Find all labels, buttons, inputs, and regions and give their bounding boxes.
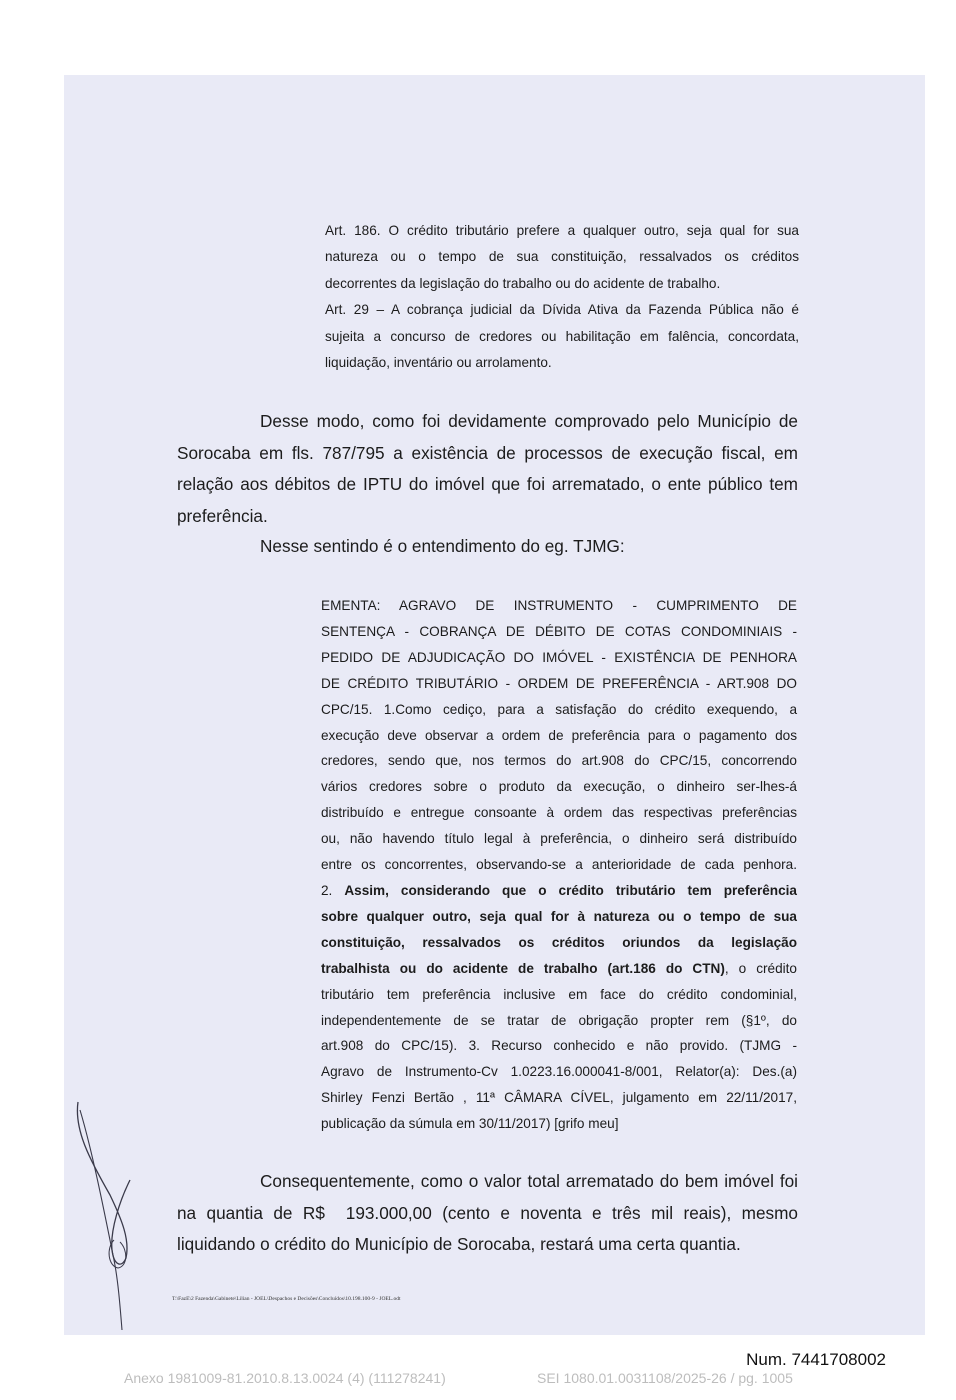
paragraph-tjmg-intro	[177, 531, 798, 563]
ementa-emphasis: constituição, ressalvados os créditos oriundos da legislação	[321, 934, 797, 950]
citation-line: Art. 29 – A cobrança judicial da Dívida Ativa da Fazenda Pública não é	[325, 302, 799, 318]
citation-line: natureza ou o tempo de sua constituição, ressalvados os créditos	[325, 249, 799, 265]
ementa-line: distribuído e entregue consoante à ordem das respectivas preferências	[321, 805, 797, 821]
ementa-emphasis: trabalhista ou do acidente de trabalho (art.186 do CTN)	[321, 960, 725, 976]
ementa-line: CPC/15. 1.Como cediço, para a satisfação do crédito exequendo, a	[321, 701, 797, 717]
ementa-block	[321, 593, 797, 1137]
file-path-footer: T:\FazE\2 Fazenda\Gabinete\Lilian - JOEL\Despachos e Decisões\Concluídos\10.198.100-9 - JOEL.odt	[172, 1296, 401, 1302]
ementa-line: execução deve observar a ordem de preferência para o pagamento dos	[321, 727, 797, 743]
paragraph-preference	[177, 406, 798, 532]
ementa-line: art.908 do CPC/15). 3. Recurso conhecido e não provido. (TJMG -	[321, 1038, 797, 1054]
ementa-line	[321, 956, 797, 982]
paragraph-line: Desse modo, como foi devidamente comprovado pelo Município de	[260, 411, 798, 431]
ementa-line	[321, 878, 797, 904]
paragraph-conclusion	[177, 1166, 798, 1261]
ementa-line: EMENTA: AGRAVO DE INSTRUMENTO - CUMPRIMENTO DE	[321, 598, 797, 613]
ementa-line	[321, 904, 797, 930]
ementa-line: ou, não havendo título legal à preferência, o dinheiro será distribuído	[321, 831, 797, 847]
citation-line: Art. 186. O crédito tributário prefere a qualquer outro, seja qual for sua	[325, 223, 799, 238]
paragraph-line: Nesse sentindo é o entendimento do eg. TJMG:	[260, 536, 625, 556]
ementa-line: SENTENÇA - COBRANÇA DE DÉBITO DE COTAS CONDOMINIAIS -	[321, 623, 797, 639]
citation-line: decorrentes da legislação do trabalho ou do acidente de trabalho.	[325, 275, 721, 291]
paragraph-line: na quantia de R$ 193.000,00 (cento e noventa e três mil reais), mesmo	[177, 1202, 798, 1223]
anexo-reference: Anexo 1981009-81.2010.8.13.0024 (4) (111278241)	[124, 1370, 446, 1386]
ementa-line: PEDIDO DE ADJUDICAÇÃO DO IMÓVEL - EXISTÊNCIA DE PENHORA	[321, 649, 797, 665]
paragraph-line: preferência.	[177, 505, 268, 526]
ementa-line	[321, 930, 797, 956]
paragraph-line: liquidando o crédito do Município de Sorocaba, restará uma certa quantia.	[177, 1234, 741, 1254]
paragraph-line: relação aos débitos de IPTU do imóvel que foi arrematado, o ente público tem	[177, 474, 798, 494]
legal-citation	[325, 218, 799, 376]
ementa-line: vários credores sobre o produto da execução, o dinheiro ser-lhes-á	[321, 779, 797, 795]
ementa-emphasis: sobre qualquer outro, seja qual for à natureza ou o tempo de sua	[321, 908, 797, 924]
ementa-line: tributário tem preferência inclusive em face do crédito condominial,	[321, 986, 797, 1002]
paragraph-line: Consequentemente, como o valor total arrematado do bem imóvel foi	[260, 1171, 798, 1191]
sei-reference: SEI 1080.01.0031108/2025-26 / pg. 1005	[537, 1370, 793, 1386]
ementa-line: credores, sendo que, nos termos do art.908 do CPC/15, concorrendo	[321, 753, 797, 769]
ementa-line: independentemente de se tratar de obrigação propter rem (§1º, do	[321, 1012, 797, 1028]
document-number: Num. 7441708002	[746, 1350, 886, 1369]
ementa-text: , o crédito	[724, 960, 797, 976]
ementa-item-number: 2.	[321, 882, 345, 898]
citation-line: liquidação, inventário ou arrolamento.	[325, 355, 552, 371]
ementa-line: entre os concorrentes, observando-se a anterioridade de cada penhora.	[321, 857, 797, 873]
handwritten-rubric	[70, 1090, 140, 1340]
paragraph-line: Sorocaba em fls. 787/795 a existência de processos de execução fiscal, em	[177, 442, 798, 463]
citation-line: sujeita a concurso de credores ou habilitação em falência, concordata,	[325, 328, 799, 344]
ementa-line: publicação da súmula em 30/11/2017) [grifo meu]	[321, 1116, 619, 1132]
ementa-emphasis: Assim, considerando que o crédito tributário tem preferência	[344, 882, 797, 898]
ementa-line: DE CRÉDITO TRIBUTÁRIO - ORDEM DE PREFERÊNCIA - ART.908 DO	[321, 675, 797, 691]
ementa-line: Shirley Fenzi Bertão , 11ª CÂMARA CÍVEL, julgamento em 22/11/2017,	[321, 1090, 797, 1106]
ementa-line: Agravo de Instrumento-Cv 1.0223.16.000041-8/001, Relator(a): Des.(a)	[321, 1064, 797, 1080]
